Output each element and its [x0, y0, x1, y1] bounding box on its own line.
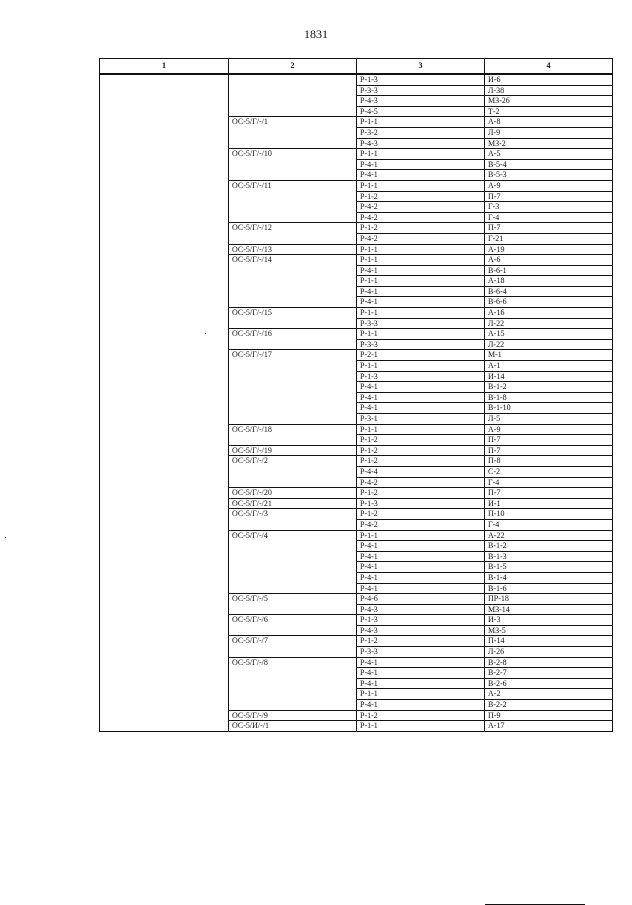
- code-cell: Р-4-1: [357, 286, 485, 297]
- reference-cell: А-1: [485, 361, 613, 372]
- code-cell: Р-1-1: [357, 721, 485, 732]
- code-cell: Р-4-1: [357, 668, 485, 679]
- code-cell: Р-4-1: [357, 265, 485, 276]
- code-cell: Р-4-6: [357, 594, 485, 605]
- designation-cell: ОС-5/Г/-/15: [229, 308, 357, 329]
- code-cell: Р-1-2: [357, 435, 485, 446]
- code-cell: Р-1-1: [357, 424, 485, 435]
- reference-cell: В-1-6: [485, 583, 613, 594]
- reference-cell: Т-2: [485, 106, 613, 117]
- page-number: 1831: [304, 27, 328, 41]
- code-cell: Р-1-2: [357, 488, 485, 499]
- reference-cell: А-8: [485, 117, 613, 128]
- code-cell: Р-4-1: [357, 562, 485, 573]
- reference-cell: А-16: [485, 308, 613, 319]
- reference-cell: И-14: [485, 371, 613, 382]
- reference-cell: В-1-4: [485, 572, 613, 583]
- code-cell: Р-4-1: [357, 551, 485, 562]
- designation-cell: ОС-5/Г/-/16: [229, 329, 357, 350]
- code-cell: Р-4-2: [357, 212, 485, 223]
- reference-cell: В-6-6: [485, 297, 613, 308]
- code-cell: Р-1-1: [357, 180, 485, 191]
- reference-cell: С-2: [485, 466, 613, 477]
- code-cell: Р-1-1: [357, 689, 485, 700]
- code-cell: Р-1-1: [357, 255, 485, 266]
- code-cell: Р-3-2: [357, 127, 485, 138]
- reference-cell: Л-22: [485, 339, 613, 350]
- reference-cell: Г-4: [485, 212, 613, 223]
- reference-cell: Л-26: [485, 647, 613, 658]
- scan-speck: [5, 537, 6, 538]
- reference-cell: В-2-8: [485, 657, 613, 668]
- code-cell: Р-3-3: [357, 339, 485, 350]
- column-1-cell: [100, 74, 229, 731]
- reference-cell: А-18: [485, 276, 613, 287]
- code-cell: Р-4-3: [357, 96, 485, 107]
- reference-cell: П-7: [485, 488, 613, 499]
- designation-cell: ОС-5/Г/-/3: [229, 509, 357, 530]
- reference-cell: МЗ-2: [485, 138, 613, 149]
- code-cell: Р-4-1: [357, 159, 485, 170]
- code-cell: Р-1-1: [357, 117, 485, 128]
- code-cell: Р-1-1: [357, 530, 485, 541]
- designation-cell: ОС-5/Г/-/18: [229, 424, 357, 445]
- code-cell: Р-4-1: [357, 392, 485, 403]
- code-cell: Р-1-1: [357, 308, 485, 319]
- code-cell: Р-1-1: [357, 244, 485, 255]
- designation-cell: ОС-5/Г/-/20: [229, 488, 357, 499]
- designation-cell: ОС-5/Г/-/14: [229, 255, 357, 308]
- reference-cell: Г-3: [485, 202, 613, 213]
- code-cell: Р-1-1: [357, 361, 485, 372]
- code-cell: Р-4-3: [357, 138, 485, 149]
- column-header-1: 1: [100, 59, 229, 75]
- designation-cell: ОС-5/Г/-/12: [229, 223, 357, 244]
- reference-cell: Л-9: [485, 127, 613, 138]
- code-cell: Р-3-3: [357, 85, 485, 96]
- code-cell: Р-1-1: [357, 149, 485, 160]
- code-cell: Р-3-1: [357, 414, 485, 425]
- reference-cell: Г-4: [485, 519, 613, 530]
- reference-cell: МЗ-26: [485, 96, 613, 107]
- table-row: [100, 74, 613, 85]
- reference-cell: П-7: [485, 223, 613, 234]
- reference-cell: И-6: [485, 74, 613, 85]
- code-cell: Р-4-1: [357, 541, 485, 552]
- reference-cell: П-10: [485, 509, 613, 520]
- reference-cell: П-9: [485, 710, 613, 721]
- reference-cell: В-1-5: [485, 562, 613, 573]
- code-cell: Р-3-3: [357, 318, 485, 329]
- reference-cell: В-2-6: [485, 678, 613, 689]
- reference-cell: М-1: [485, 350, 613, 361]
- reference-cell: И-3: [485, 615, 613, 626]
- code-cell: Р-1-3: [357, 74, 485, 85]
- reference-cell: И-1: [485, 498, 613, 509]
- reference-cell: Л-5: [485, 414, 613, 425]
- code-cell: Р-4-1: [357, 700, 485, 711]
- code-cell: Р-1-2: [357, 509, 485, 520]
- code-cell: Р-1-3: [357, 498, 485, 509]
- designation-cell: ОС-5/Г/-/21: [229, 498, 357, 509]
- code-cell: Р-4-2: [357, 233, 485, 244]
- code-cell: Р-4-1: [357, 297, 485, 308]
- code-cell: Р-4-1: [357, 382, 485, 393]
- reference-cell: Л-22: [485, 318, 613, 329]
- designation-cell: ОС-5/Г/-/8: [229, 657, 357, 710]
- reference-cell: ПР-18: [485, 594, 613, 605]
- code-cell: Р-3-3: [357, 647, 485, 658]
- column-header-3: 3: [357, 59, 485, 75]
- reference-cell: В-1-2: [485, 541, 613, 552]
- reference-cell: Л-38: [485, 85, 613, 96]
- code-cell: Р-4-2: [357, 202, 485, 213]
- code-cell: Р-4-3: [357, 625, 485, 636]
- table-header-row: [100, 59, 613, 75]
- code-cell: Р-1-3: [357, 371, 485, 382]
- reference-cell: А-9: [485, 180, 613, 191]
- code-cell: Р-1-3: [357, 615, 485, 626]
- reference-cell: В-6-1: [485, 265, 613, 276]
- code-cell: Р-4-1: [357, 572, 485, 583]
- reference-cell: П-7: [485, 191, 613, 202]
- reference-cell: В-1-10: [485, 403, 613, 414]
- code-cell: Р-1-2: [357, 636, 485, 647]
- designation-cell: [229, 74, 357, 117]
- reference-cell: В-1-8: [485, 392, 613, 403]
- designation-cell: ОС-5/Г/-/7: [229, 636, 357, 657]
- designation-cell: ОС-5/Г/-/19: [229, 445, 357, 456]
- reference-cell: МЗ-5: [485, 625, 613, 636]
- code-cell: Р-4-2: [357, 519, 485, 530]
- code-cell: Р-4-4: [357, 466, 485, 477]
- designation-cell: ОС-5/Г/-/4: [229, 530, 357, 594]
- code-cell: Р-4-1: [357, 678, 485, 689]
- reference-cell: В-5-4: [485, 159, 613, 170]
- reference-cell: А-15: [485, 329, 613, 340]
- table-body: [100, 74, 613, 731]
- reference-cell: А-5: [485, 149, 613, 160]
- scan-speck: [205, 333, 206, 334]
- code-cell: Р-2-1: [357, 350, 485, 361]
- code-cell: Р-4-5: [357, 106, 485, 117]
- reference-cell: В-1-2: [485, 382, 613, 393]
- code-cell: Р-4-1: [357, 170, 485, 181]
- code-cell: Р-1-2: [357, 445, 485, 456]
- designation-cell: ОС-5/И/-/1: [229, 721, 357, 732]
- designation-cell: ОС-5/Г/-/5: [229, 594, 357, 615]
- reference-cell: П-8: [485, 456, 613, 467]
- reference-cell: В-2-7: [485, 668, 613, 679]
- reference-cell: П-7: [485, 435, 613, 446]
- reference-cell: А-2: [485, 689, 613, 700]
- reference-cell: В-6-4: [485, 286, 613, 297]
- code-cell: Р-1-2: [357, 223, 485, 234]
- reference-cell: П-7: [485, 445, 613, 456]
- code-cell: Р-1-1: [357, 276, 485, 287]
- designation-cell: ОС-5/Г/-/9: [229, 710, 357, 721]
- code-cell: Р-1-2: [357, 191, 485, 202]
- designation-cell: ОС-5/Г/-/10: [229, 149, 357, 181]
- code-cell: Р-4-2: [357, 477, 485, 488]
- code-cell: Р-4-3: [357, 604, 485, 615]
- column-header-4: 4: [485, 59, 613, 75]
- code-cell: Р-1-1: [357, 329, 485, 340]
- code-cell: Р-4-1: [357, 657, 485, 668]
- reference-cell: А-22: [485, 530, 613, 541]
- reference-cell: А-19: [485, 244, 613, 255]
- reference-cell: В-2-2: [485, 700, 613, 711]
- reference-cell: В-1-3: [485, 551, 613, 562]
- reference-cell: П-14: [485, 636, 613, 647]
- reference-cell: Г-21: [485, 233, 613, 244]
- code-cell: Р-1-2: [357, 456, 485, 467]
- reference-cell: В-5-3: [485, 170, 613, 181]
- designation-cell: ОС-5/Г/-/6: [229, 615, 357, 636]
- data-table: [99, 58, 613, 732]
- reference-cell: А-17: [485, 721, 613, 732]
- designation-cell: ОС-5/Г/-/13: [229, 244, 357, 255]
- designation-cell: ОС-5/Г/-/17: [229, 350, 357, 424]
- column-header-2: 2: [229, 59, 357, 75]
- reference-cell: А-6: [485, 255, 613, 266]
- designation-cell: ОС-5/Г/-/2: [229, 456, 357, 488]
- code-cell: Р-4-1: [357, 583, 485, 594]
- code-cell: Р-1-2: [357, 710, 485, 721]
- reference-cell: А-9: [485, 424, 613, 435]
- designation-cell: ОС-5/Г/-/11: [229, 180, 357, 222]
- designation-cell: ОС-5/Г/-/1: [229, 117, 357, 149]
- reference-cell: Г-4: [485, 477, 613, 488]
- code-cell: Р-4-1: [357, 403, 485, 414]
- reference-cell: МЗ-14: [485, 604, 613, 615]
